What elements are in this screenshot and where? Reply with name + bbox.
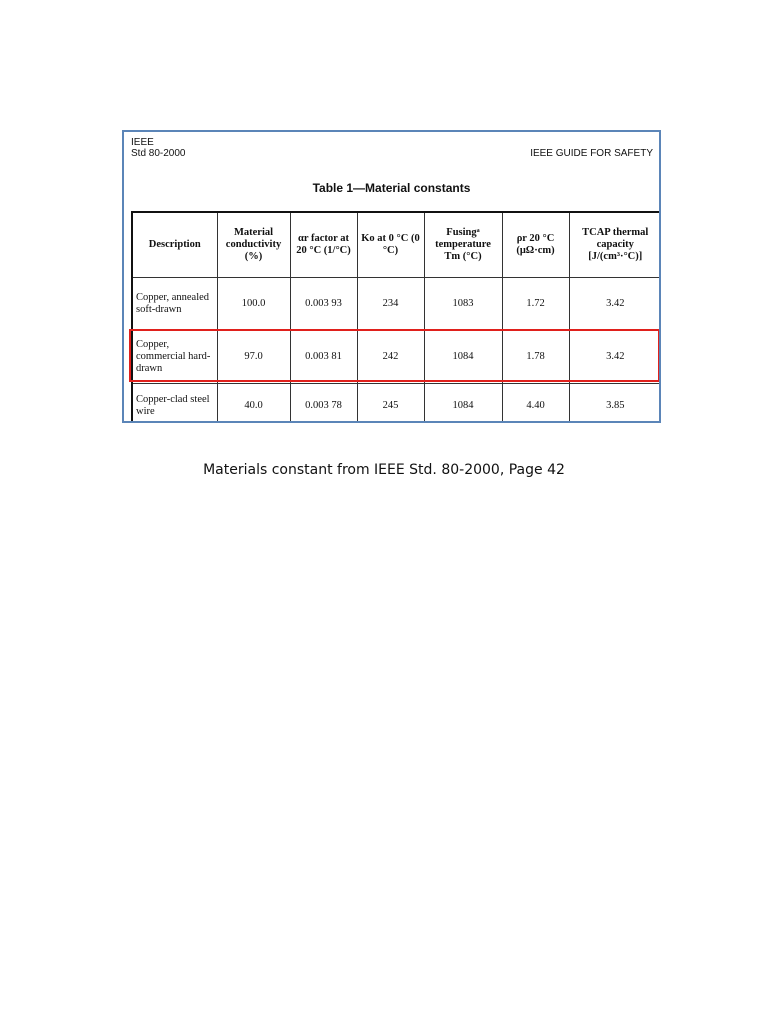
- header-conductivity: Material conductivity (%): [217, 212, 290, 278]
- table-title: Table 1—Material constants: [312, 181, 471, 195]
- header-std: Std 80-2000: [131, 148, 186, 159]
- cell-ko: 234: [357, 278, 424, 331]
- header-ko: Ko at 0 °C (0 °C): [357, 212, 424, 278]
- header-tcap: TCAP thermal capacity [J/(cm³·°C)]: [569, 212, 661, 278]
- table-row: [132, 331, 661, 384]
- standard-header-left: [131, 137, 186, 159]
- table-row: [132, 384, 661, 424]
- cell-fusing-temp: 1084: [424, 384, 502, 424]
- cell-conductivity: 40.0: [217, 384, 290, 424]
- cell-tcap: 3.85: [569, 384, 661, 424]
- header-resistivity: ρr 20 °C (μΩ·cm): [502, 212, 569, 278]
- material-constants-table: [131, 211, 661, 423]
- cell-resistivity: 4.40: [502, 384, 569, 424]
- cell-alpha-factor: 0.003 81: [290, 331, 357, 384]
- header-fusing-temp: Fusingᵃ temperature Tm (°C): [424, 212, 502, 278]
- table-image: [122, 130, 661, 423]
- cell-alpha-factor: 0.003 78: [290, 384, 357, 424]
- standard-header-right: IEEE GUIDE FOR SAFETY: [530, 148, 653, 159]
- figure-caption: Materials constant from IEEE Std. 80-2000, Page 42: [203, 462, 565, 478]
- cell-tcap: 3.42: [569, 331, 661, 384]
- cell-resistivity: 1.72: [502, 278, 569, 331]
- header-description: Description: [132, 212, 217, 278]
- cell-description: Copper-clad steel wire: [132, 384, 217, 424]
- cell-description: Copper, commercial hard-drawn: [132, 331, 217, 384]
- cell-resistivity: 1.78: [502, 331, 569, 384]
- cell-tcap: 3.42: [569, 278, 661, 331]
- cell-description: Copper, annealed soft-drawn: [132, 278, 217, 331]
- cell-conductivity: 97.0: [217, 331, 290, 384]
- cell-ko: 245: [357, 384, 424, 424]
- cell-conductivity: 100.0: [217, 278, 290, 331]
- cell-alpha-factor: 0.003 93: [290, 278, 357, 331]
- table-header-row: [132, 212, 661, 278]
- cell-fusing-temp: 1083: [424, 278, 502, 331]
- cell-fusing-temp: 1084: [424, 331, 502, 384]
- table-row: [132, 278, 661, 331]
- header-org: IEEE: [131, 137, 154, 148]
- cell-ko: 242: [357, 331, 424, 384]
- header-alpha-factor: αr factor at 20 °C (1/°C): [290, 212, 357, 278]
